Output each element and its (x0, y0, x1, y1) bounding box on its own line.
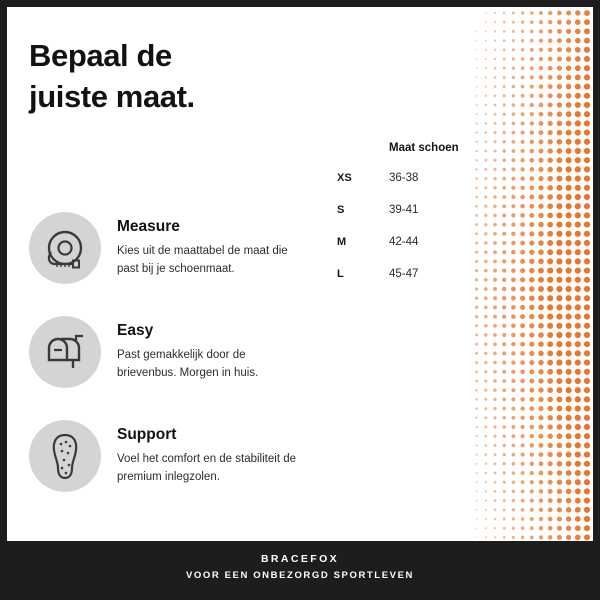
size-table-header: Maat schoen (389, 142, 459, 154)
page-title (29, 35, 359, 117)
brand-tagline: VOOR EEN ONBEZORGD SPORTLEVEN (186, 570, 414, 581)
size-label: S (337, 204, 345, 216)
feature-description: Voel het comfort en de stabiliteit de premium inlegzolen. (117, 453, 296, 483)
table-row (337, 162, 537, 194)
feature-text (117, 212, 302, 279)
size-value: 45-47 (389, 268, 419, 280)
mailbox-icon (29, 316, 101, 388)
size-value: 42-44 (389, 236, 419, 248)
footer (7, 541, 593, 593)
table-row (337, 226, 537, 258)
feature-text (117, 316, 302, 383)
poster-card (7, 7, 593, 593)
insole-icon (29, 420, 101, 492)
measuring-tape-icon (29, 212, 101, 284)
feature-title: Support (117, 426, 177, 443)
brand-name: BRACEFOX (260, 553, 340, 565)
list-item (29, 316, 329, 388)
feature-list (29, 212, 329, 524)
size-table (337, 142, 537, 290)
size-label: M (337, 236, 347, 248)
size-label: XS (337, 172, 352, 184)
feature-title: Measure (117, 218, 180, 235)
size-value: 36-38 (389, 172, 419, 184)
feature-text (117, 420, 302, 487)
feature-description: Past gemakkelijk door de brievenbus. Morgen in huis. (117, 349, 259, 379)
page-title-line2: juiste maat. (29, 79, 195, 115)
page-title-line1: Bepaal de (29, 38, 172, 73)
size-value: 39-41 (389, 204, 419, 216)
size-label: L (337, 268, 344, 280)
feature-description: Kies uit de maattabel de maat die past bij je schoenmaat. (117, 245, 288, 275)
table-row (337, 258, 537, 290)
list-item (29, 420, 329, 492)
table-row (337, 194, 537, 226)
list-item (29, 212, 329, 284)
feature-title: Easy (117, 322, 154, 339)
